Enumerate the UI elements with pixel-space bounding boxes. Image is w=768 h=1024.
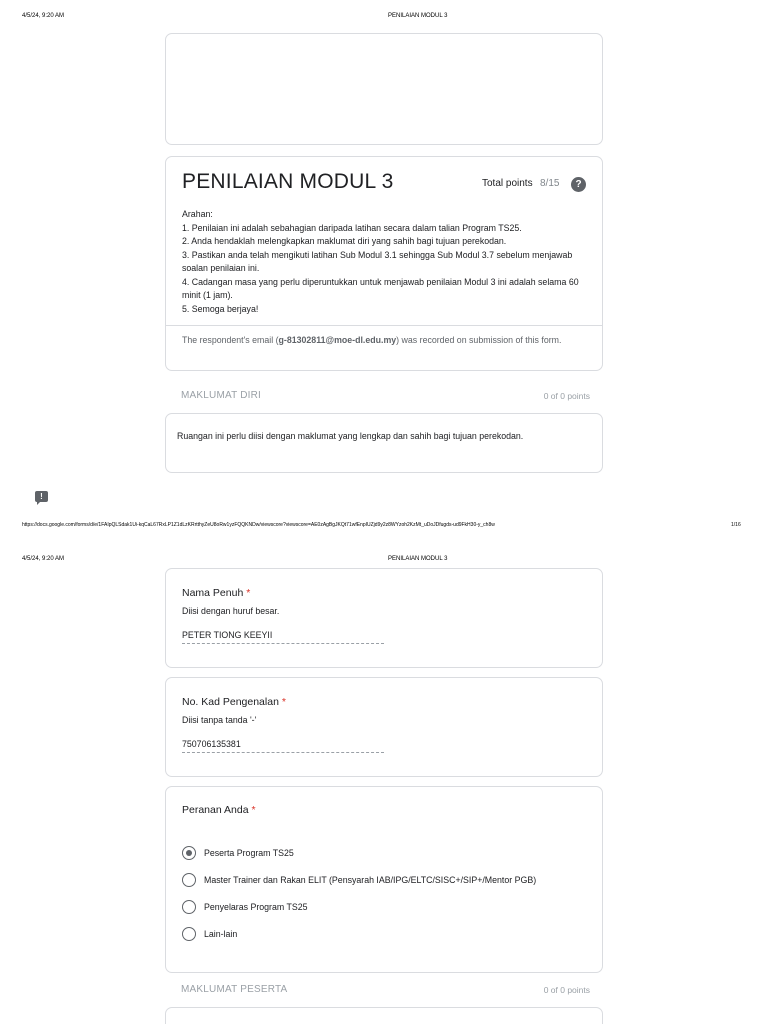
section-points: 0 of 0 points	[543, 391, 590, 401]
answer-field-kad-pengenalan[interactable]: 750706135381	[182, 739, 384, 753]
question-card-peranan	[165, 786, 603, 973]
form-title: PENILAIAN MODUL 3	[182, 170, 394, 193]
instruction-line: 4. Cadangan masa yang perlu diperuntukkan untuk menjawab penilaian Modul 3 ini adalah selama 60 minit (1 jam).	[182, 276, 579, 300]
required-marker: *	[251, 804, 256, 816]
instruction-line: 2. Anda hendaklah melengkapkan maklumat diri yang sahih bagi tujuan perekodan.	[182, 236, 507, 246]
feedback-icon[interactable]: !	[35, 491, 48, 502]
help-icon[interactable]: ?	[571, 177, 586, 192]
question-title: Peranan Anda *	[182, 804, 256, 816]
section-points: 0 of 0 points	[543, 985, 590, 995]
section-description-card	[165, 1007, 603, 1024]
required-marker: *	[281, 696, 286, 708]
section-title-maklumat-peserta: MAKLUMAT PESERTA	[181, 984, 288, 995]
print-header-title: PENILAIAN MODUL 3	[388, 13, 448, 19]
answer-field-nama-penuh[interactable]: PETER TIONG KEEYII	[182, 630, 384, 644]
question-help-text: Diisi dengan huruf besar.	[182, 606, 280, 616]
radio-option-peserta[interactable]	[182, 845, 294, 861]
instruction-line: Arahan:	[182, 209, 213, 219]
print-footer-url: https://docs.google.com/forms/d/e/1FAIpQLSdak1Ui-kqCaL67RxLP1Z1dLzKRrtthyZeU8oRw1yzFQQKNDw/viewscore?viewscore=AE0zAgBgJKQt71wfEnpIUZjd9y2z8WYzoh2KzMt_uDoJDfugds-ud9FkH30-y_ch8w	[22, 522, 495, 528]
form-header-image-card	[165, 33, 603, 145]
section-title-maklumat-diri: MAKLUMAT DIRI	[181, 390, 262, 401]
radio-button-selected[interactable]	[182, 846, 196, 860]
total-points-value: 8/15	[540, 178, 560, 189]
radio-option-label: Master Trainer dan Rakan ELIT (Pensyarah IAB/IPG/ELTC/SISC+/SIP+/Mentor PGB)	[204, 875, 537, 885]
question-card-kad-pengenalan	[165, 677, 603, 777]
divider	[166, 325, 602, 326]
print-footer-page: 1/16	[731, 522, 741, 528]
section-description: Ruangan ini perlu diisi dengan maklumat yang lengkap dan sahih bagi tujuan perekodan.	[177, 431, 524, 441]
question-card-nama-penuh	[165, 568, 603, 668]
instruction-line: 5. Semoga berjaya!	[182, 303, 259, 314]
radio-button[interactable]	[182, 873, 196, 887]
instruction-line: 1. Penilaian ini adalah sebahagian daripada latihan secara dalam talian Program TS25.	[182, 222, 522, 233]
radio-option-label: Lain-lain	[204, 929, 238, 939]
radio-option-lain-lain[interactable]	[182, 926, 237, 942]
form-instructions	[182, 208, 592, 316]
required-marker: *	[246, 587, 251, 599]
print-header-datetime: 4/5/24, 9:20 AM	[22, 13, 65, 19]
question-title: Nama Penuh *	[182, 587, 251, 599]
question-help-text: Diisi tanpa tanda '-'	[182, 715, 257, 725]
respondent-email-note: The respondent's email (g-81302811@moe-dl.edu.my) was recorded on submission of this form.	[182, 335, 562, 345]
section-description-card	[165, 413, 603, 473]
radio-button[interactable]	[182, 900, 196, 914]
radio-option-penyelaras[interactable]	[182, 899, 308, 915]
print-header-datetime: 4/5/24, 9:20 AM	[22, 556, 65, 562]
radio-option-label: Penyelaras Program TS25	[204, 902, 308, 912]
total-points-label: Total points	[482, 178, 533, 189]
instruction-line: 3. Pastikan anda telah mengikuti latihan Sub Modul 3.1 sehingga Sub Modul 3.7 sebelum menjawab soalan penilaian ini.	[182, 249, 573, 273]
radio-option-label: Peserta Program TS25	[204, 848, 294, 858]
question-title: No. Kad Pengenalan *	[182, 696, 286, 708]
radio-button[interactable]	[182, 927, 196, 941]
respondent-email: g-81302811@moe-dl.edu.my	[278, 335, 397, 345]
print-header-title: PENILAIAN MODUL 3	[388, 556, 448, 562]
radio-option-master-trainer[interactable]	[182, 872, 536, 888]
form-title-card	[165, 156, 603, 371]
